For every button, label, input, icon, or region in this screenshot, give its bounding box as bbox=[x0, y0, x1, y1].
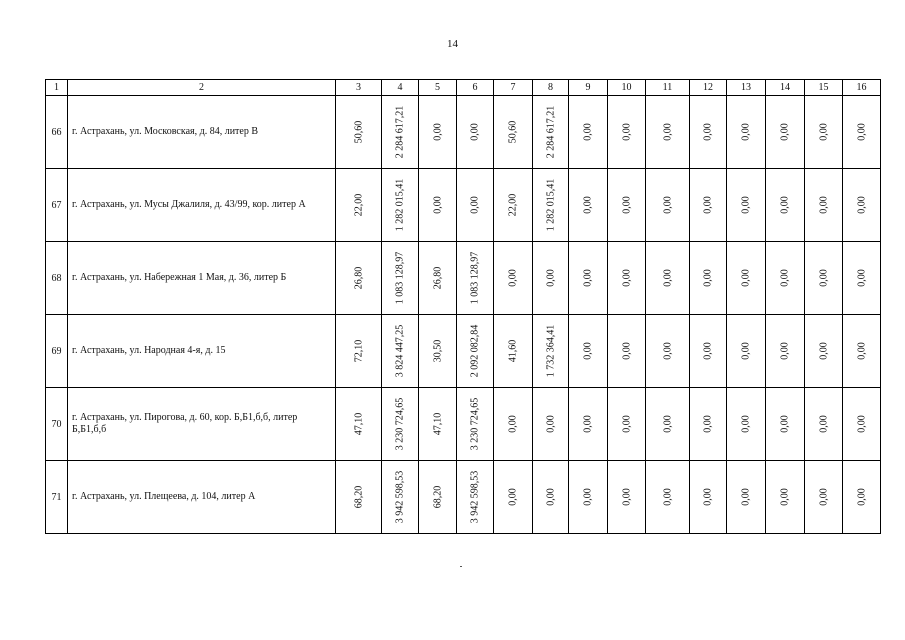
value-cell bbox=[457, 242, 494, 315]
column-header: 1 bbox=[46, 80, 68, 96]
value-text: 0,00 bbox=[621, 196, 632, 214]
value-text: 0,00 bbox=[740, 415, 752, 433]
column-header: 2 bbox=[68, 80, 336, 96]
value-text: 2 284 617,21 bbox=[394, 105, 406, 159]
value-cell bbox=[727, 388, 766, 461]
value-cell bbox=[419, 242, 457, 315]
value-text: 0,00 bbox=[621, 123, 632, 141]
value-text: 0,00 bbox=[818, 415, 829, 433]
value-text: 0,00 bbox=[662, 196, 673, 214]
value-cell bbox=[766, 169, 805, 242]
value-cell bbox=[533, 461, 569, 534]
value-cell bbox=[336, 242, 382, 315]
value-cell bbox=[419, 461, 457, 534]
column-header: 6 bbox=[457, 80, 494, 96]
value-text: 3 824 447,25 bbox=[394, 324, 406, 378]
value-text: 72,10 bbox=[353, 339, 364, 363]
value-cell bbox=[843, 388, 881, 461]
table-row bbox=[46, 461, 881, 534]
value-text: 0,00 bbox=[779, 415, 791, 433]
value-cell bbox=[608, 388, 646, 461]
value-text: 68,20 bbox=[432, 485, 443, 509]
value-cell bbox=[336, 315, 382, 388]
address-cell: г. Астрахань, ул. Народная 4-я, д. 15 bbox=[68, 315, 336, 388]
value-text: 26,80 bbox=[353, 266, 364, 290]
value-cell bbox=[533, 315, 569, 388]
table-row bbox=[46, 315, 881, 388]
column-header: 16 bbox=[843, 80, 881, 96]
value-text: 22,00 bbox=[353, 193, 364, 217]
value-cell bbox=[646, 388, 690, 461]
value-text: 0,00 bbox=[779, 342, 791, 360]
value-cell bbox=[608, 242, 646, 315]
value-text: 0,00 bbox=[779, 488, 791, 506]
value-text: 1 732 364,41 bbox=[545, 324, 556, 378]
value-text: 0,00 bbox=[702, 196, 714, 214]
value-cell bbox=[494, 169, 533, 242]
value-text: 0,00 bbox=[856, 488, 867, 506]
address-cell: г. Астрахань, ул. Московская, д. 84, литер В bbox=[68, 96, 336, 169]
value-cell bbox=[419, 169, 457, 242]
value-text: 0,00 bbox=[702, 488, 714, 506]
table-row bbox=[46, 169, 881, 242]
address-cell: г. Астрахань, ул. Пирогова, д. 60, кор. Б,Б1,б,б, литер Б,Б1,б,б bbox=[68, 388, 336, 461]
value-text: 0,00 bbox=[856, 269, 867, 287]
value-cell bbox=[843, 315, 881, 388]
column-header: 5 bbox=[419, 80, 457, 96]
column-header: 8 bbox=[533, 80, 569, 96]
value-text: 0,00 bbox=[818, 488, 829, 506]
value-text: 0,00 bbox=[582, 488, 594, 506]
value-cell bbox=[382, 461, 419, 534]
value-cell bbox=[608, 169, 646, 242]
value-cell bbox=[457, 388, 494, 461]
value-cell bbox=[419, 315, 457, 388]
value-cell bbox=[336, 169, 382, 242]
value-text: 0,00 bbox=[621, 269, 632, 287]
value-cell bbox=[727, 169, 766, 242]
table-row bbox=[46, 388, 881, 461]
value-cell bbox=[494, 96, 533, 169]
value-text: 0,00 bbox=[856, 123, 867, 141]
value-cell bbox=[646, 461, 690, 534]
value-text: 2 092 082,84 bbox=[469, 324, 481, 378]
data-table bbox=[45, 79, 881, 534]
value-text: 1 083 128,97 bbox=[394, 251, 406, 305]
value-text: 0,00 bbox=[545, 415, 556, 433]
value-text: 41,60 bbox=[507, 339, 519, 363]
value-cell bbox=[533, 96, 569, 169]
value-cell bbox=[494, 388, 533, 461]
value-text: 0,00 bbox=[621, 488, 632, 506]
value-text: 1 282 015,41 bbox=[545, 178, 556, 232]
value-text: 0,00 bbox=[702, 342, 714, 360]
value-text: 0,00 bbox=[818, 342, 829, 360]
value-text: 0,00 bbox=[856, 415, 867, 433]
value-text: 3 230 724,65 bbox=[394, 397, 406, 451]
value-text: 1 083 128,97 bbox=[469, 251, 481, 305]
value-cell bbox=[419, 96, 457, 169]
table-row bbox=[46, 242, 881, 315]
value-cell bbox=[805, 96, 843, 169]
value-text: 0,00 bbox=[469, 123, 481, 141]
value-text: 0,00 bbox=[702, 269, 714, 287]
value-text: 0,00 bbox=[818, 196, 829, 214]
value-cell bbox=[690, 461, 727, 534]
value-cell bbox=[382, 169, 419, 242]
value-cell bbox=[569, 388, 608, 461]
value-text: 50,60 bbox=[353, 120, 364, 144]
column-header: 11 bbox=[646, 80, 690, 96]
column-header: 4 bbox=[382, 80, 419, 96]
value-cell bbox=[805, 169, 843, 242]
value-text: 0,00 bbox=[662, 342, 673, 360]
value-cell bbox=[569, 169, 608, 242]
header-row bbox=[46, 80, 881, 96]
value-text: 0,00 bbox=[856, 342, 867, 360]
column-header: 15 bbox=[805, 80, 843, 96]
value-cell bbox=[727, 242, 766, 315]
value-cell bbox=[766, 96, 805, 169]
value-text: 0,00 bbox=[779, 269, 791, 287]
value-cell bbox=[766, 315, 805, 388]
value-cell bbox=[457, 169, 494, 242]
value-text: 0,00 bbox=[545, 269, 556, 287]
value-cell bbox=[727, 315, 766, 388]
value-text: 0,00 bbox=[621, 342, 632, 360]
value-text: 0,00 bbox=[582, 342, 594, 360]
address-cell: г. Астрахань, ул. Плещеева, д. 104, литер А bbox=[68, 461, 336, 534]
value-cell bbox=[646, 96, 690, 169]
value-cell bbox=[766, 242, 805, 315]
value-text: 0,00 bbox=[856, 196, 867, 214]
value-text: 0,00 bbox=[740, 488, 752, 506]
column-header: 7 bbox=[494, 80, 533, 96]
value-text: 0,00 bbox=[740, 342, 752, 360]
value-text: 0,00 bbox=[740, 123, 752, 141]
value-text: 0,00 bbox=[702, 123, 714, 141]
value-cell bbox=[646, 315, 690, 388]
row-number: 66 bbox=[46, 96, 68, 169]
value-cell bbox=[727, 461, 766, 534]
value-cell bbox=[569, 461, 608, 534]
column-header: 10 bbox=[608, 80, 646, 96]
value-cell bbox=[569, 96, 608, 169]
value-cell bbox=[494, 315, 533, 388]
address-cell: г. Астрахань, ул. Набережная 1 Мая, д. 36, литер Б bbox=[68, 242, 336, 315]
value-text: 0,00 bbox=[740, 196, 752, 214]
value-cell bbox=[336, 96, 382, 169]
value-cell bbox=[843, 169, 881, 242]
value-text: 3 942 598,53 bbox=[469, 470, 481, 524]
column-header: 9 bbox=[569, 80, 608, 96]
value-cell bbox=[843, 242, 881, 315]
value-cell bbox=[533, 169, 569, 242]
value-text: 50,60 bbox=[507, 120, 519, 144]
value-cell bbox=[336, 388, 382, 461]
column-header: 3 bbox=[336, 80, 382, 96]
scan-speck bbox=[460, 566, 462, 567]
value-text: 0,00 bbox=[662, 123, 673, 141]
row-number: 67 bbox=[46, 169, 68, 242]
value-text: 0,00 bbox=[818, 123, 829, 141]
value-text: 0,00 bbox=[507, 488, 519, 506]
value-cell bbox=[382, 388, 419, 461]
value-text: 22,00 bbox=[507, 193, 519, 217]
value-text: 68,20 bbox=[353, 485, 364, 509]
value-text: 0,00 bbox=[818, 269, 829, 287]
value-text: 47,10 bbox=[432, 412, 443, 436]
value-text: 47,10 bbox=[353, 412, 364, 436]
value-cell bbox=[843, 461, 881, 534]
page-number: 14 bbox=[447, 38, 458, 50]
value-text: 0,00 bbox=[662, 488, 673, 506]
row-number: 69 bbox=[46, 315, 68, 388]
value-cell bbox=[382, 96, 419, 169]
row-number: 71 bbox=[46, 461, 68, 534]
value-text: 0,00 bbox=[662, 415, 673, 433]
value-cell bbox=[419, 388, 457, 461]
value-text: 0,00 bbox=[582, 123, 594, 141]
value-cell bbox=[646, 169, 690, 242]
value-text: 0,00 bbox=[779, 196, 791, 214]
value-cell bbox=[805, 242, 843, 315]
value-text: 0,00 bbox=[582, 415, 594, 433]
column-header: 12 bbox=[690, 80, 727, 96]
value-cell bbox=[608, 315, 646, 388]
value-cell bbox=[690, 242, 727, 315]
value-text: 0,00 bbox=[545, 488, 556, 506]
value-cell bbox=[457, 461, 494, 534]
value-cell bbox=[457, 315, 494, 388]
value-cell bbox=[646, 242, 690, 315]
value-text: 0,00 bbox=[582, 196, 594, 214]
value-cell bbox=[766, 388, 805, 461]
column-header: 13 bbox=[727, 80, 766, 96]
address-cell: г. Астрахань, ул. Мусы Джалиля, д. 43/99, кор. литер А bbox=[68, 169, 336, 242]
value-cell bbox=[805, 388, 843, 461]
value-text: 26,80 bbox=[432, 266, 443, 290]
value-cell bbox=[805, 461, 843, 534]
value-cell bbox=[690, 388, 727, 461]
value-cell bbox=[608, 461, 646, 534]
value-text: 0,00 bbox=[469, 196, 481, 214]
value-text: 3 942 598,53 bbox=[394, 470, 406, 524]
value-cell bbox=[843, 96, 881, 169]
value-cell bbox=[766, 461, 805, 534]
value-text: 3 230 724,65 bbox=[469, 397, 481, 451]
value-cell bbox=[533, 388, 569, 461]
value-cell bbox=[690, 169, 727, 242]
value-text: 0,00 bbox=[432, 196, 443, 214]
value-cell bbox=[569, 242, 608, 315]
value-cell bbox=[457, 96, 494, 169]
row-number: 70 bbox=[46, 388, 68, 461]
value-text: 0,00 bbox=[662, 269, 673, 287]
value-cell bbox=[569, 315, 608, 388]
value-text: 0,00 bbox=[507, 269, 519, 287]
value-cell bbox=[494, 461, 533, 534]
table-row bbox=[46, 96, 881, 169]
value-text: 0,00 bbox=[740, 269, 752, 287]
value-cell bbox=[690, 96, 727, 169]
value-text: 0,00 bbox=[779, 123, 791, 141]
value-cell bbox=[805, 315, 843, 388]
value-cell bbox=[608, 96, 646, 169]
value-text: 0,00 bbox=[582, 269, 594, 287]
value-text: 0,00 bbox=[507, 415, 519, 433]
row-number: 68 bbox=[46, 242, 68, 315]
value-cell bbox=[494, 242, 533, 315]
value-cell bbox=[727, 96, 766, 169]
value-text: 2 284 617,21 bbox=[545, 105, 556, 159]
value-cell bbox=[382, 315, 419, 388]
value-cell bbox=[382, 242, 419, 315]
value-text: 1 282 015,41 bbox=[394, 178, 406, 232]
value-text: 0,00 bbox=[621, 415, 632, 433]
value-cell bbox=[336, 461, 382, 534]
value-text: 0,00 bbox=[702, 415, 714, 433]
value-text: 0,00 bbox=[432, 123, 443, 141]
value-cell bbox=[533, 242, 569, 315]
value-cell bbox=[690, 315, 727, 388]
column-header: 14 bbox=[766, 80, 805, 96]
value-text: 30,50 bbox=[432, 339, 443, 363]
